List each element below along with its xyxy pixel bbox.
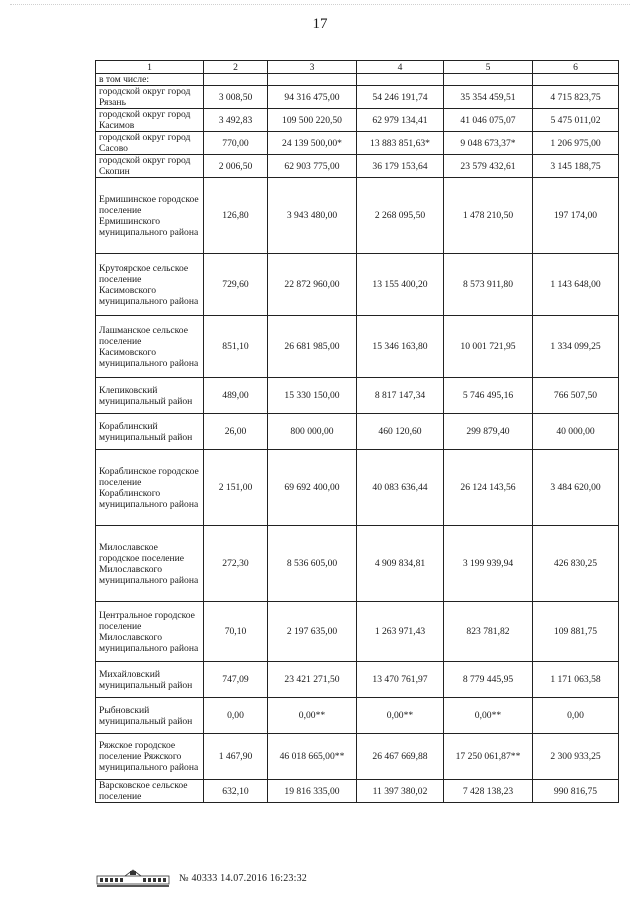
value-cell-col5: 17 250 061,87**	[444, 734, 533, 780]
value-cell-col5: 26 124 143,56	[444, 450, 533, 526]
registration-number-timestamp: № 40333 14.07.2016 16:23:32	[179, 872, 307, 884]
value-cell-col3: 46 018 665,00**	[268, 734, 357, 780]
page-number: 17	[312, 16, 328, 32]
value-cell-col2: 851,10	[204, 316, 268, 378]
value-cell-col5: 5 746 495,16	[444, 378, 533, 414]
value-cell-col4: 13 155 400,20	[357, 254, 444, 316]
table-row	[96, 698, 619, 734]
value-cell-col6: 3 145 188,75	[533, 155, 619, 178]
municipality-name-cell: городской округ город Скопин	[96, 155, 204, 178]
value-cell-col3: 3 943 480,00	[268, 178, 357, 254]
table-row	[96, 526, 619, 602]
value-cell-col3: 0,00**	[268, 698, 357, 734]
table-row	[96, 378, 619, 414]
table-row	[96, 450, 619, 526]
table-row	[96, 780, 619, 803]
scan-artifact-line	[10, 4, 630, 6]
value-cell-col4: 54 246 191,74	[357, 86, 444, 109]
value-cell-col2: 770,00	[204, 132, 268, 155]
empty-cell	[533, 74, 619, 86]
municipality-name-cell: Варсковское сельское поселение	[96, 780, 204, 803]
value-cell-col5: 35 354 459,51	[444, 86, 533, 109]
value-cell-col2: 26,00	[204, 414, 268, 450]
value-cell-col5: 823 781,82	[444, 602, 533, 662]
value-cell-col5: 8 573 911,80	[444, 254, 533, 316]
value-cell-col5: 0,00**	[444, 698, 533, 734]
municipality-name-cell: городской округ город Касимов	[96, 109, 204, 132]
value-cell-col4: 460 120,60	[357, 414, 444, 450]
value-cell-col3: 23 421 271,50	[268, 662, 357, 698]
value-cell-col5: 41 046 075,07	[444, 109, 533, 132]
value-cell-col2: 2 151,00	[204, 450, 268, 526]
municipality-name-cell: Кораблинский муниципальный район	[96, 414, 204, 450]
table-row	[96, 86, 619, 109]
table-row	[96, 602, 619, 662]
empty-cell	[268, 74, 357, 86]
value-cell-col3: 800 000,00	[268, 414, 357, 450]
value-cell-col5: 1 478 210,50	[444, 178, 533, 254]
value-cell-col2: 3 492,83	[204, 109, 268, 132]
value-cell-col6: 1 334 099,25	[533, 316, 619, 378]
col-header-6: 6	[533, 61, 619, 74]
value-cell-col4: 62 979 134,41	[357, 109, 444, 132]
table-row	[96, 734, 619, 780]
value-cell-col6: 4 715 823,75	[533, 86, 619, 109]
value-cell-col2: 632,10	[204, 780, 268, 803]
value-cell-col5: 3 199 939,94	[444, 526, 533, 602]
value-cell-col3: 8 536 605,00	[268, 526, 357, 602]
value-cell-col5: 299 879,40	[444, 414, 533, 450]
value-cell-col6: 3 484 620,00	[533, 450, 619, 526]
value-cell-col6: 197 174,00	[533, 178, 619, 254]
value-cell-col3: 15 330 150,00	[268, 378, 357, 414]
value-cell-col6: 40 000,00	[533, 414, 619, 450]
col-header-2: 2	[204, 61, 268, 74]
municipality-name-cell: Центральное городское поселение Милославского муниципального района	[96, 602, 204, 662]
document-footer	[95, 868, 307, 888]
value-cell-col2: 747,09	[204, 662, 268, 698]
registry-stamp-icon	[95, 868, 171, 888]
header-row	[96, 61, 619, 74]
value-cell-col4: 40 083 636,44	[357, 450, 444, 526]
value-cell-col2: 0,00	[204, 698, 268, 734]
municipality-name-cell: Рыбновский муниципальный район	[96, 698, 204, 734]
value-cell-col3: 2 197 635,00	[268, 602, 357, 662]
value-cell-col2: 2 006,50	[204, 155, 268, 178]
value-cell-col6: 1 206 975,00	[533, 132, 619, 155]
col-header-3: 3	[268, 61, 357, 74]
value-cell-col5: 7 428 138,23	[444, 780, 533, 803]
allocation-table	[95, 60, 619, 803]
municipality-name-cell: Кораблинское городское поселение Кораблинского муниципального района	[96, 450, 204, 526]
value-cell-col6: 990 816,75	[533, 780, 619, 803]
municipality-name-cell: городской округ город Сасово	[96, 132, 204, 155]
table-row	[96, 662, 619, 698]
empty-cell	[357, 74, 444, 86]
subheader-label: в том числе:	[96, 74, 204, 86]
value-cell-col2: 729,60	[204, 254, 268, 316]
value-cell-col4: 13 883 851,63*	[357, 132, 444, 155]
value-cell-col4: 11 397 380,02	[357, 780, 444, 803]
empty-cell	[204, 74, 268, 86]
value-cell-col6: 1 143 648,00	[533, 254, 619, 316]
municipality-name-cell: Крутоярское сельское поселение Касимовского муниципального района	[96, 254, 204, 316]
value-cell-col4: 8 817 147,34	[357, 378, 444, 414]
table-row	[96, 316, 619, 378]
value-cell-col4: 1 263 971,43	[357, 602, 444, 662]
table-row	[96, 254, 619, 316]
value-cell-col6: 5 475 011,02	[533, 109, 619, 132]
table-row	[96, 155, 619, 178]
col-header-1: 1	[96, 61, 204, 74]
table-body	[96, 61, 619, 803]
municipality-name-cell: Ермишинское городское поселение Ермишинского муниципального района	[96, 178, 204, 254]
value-cell-col4: 13 470 761,97	[357, 662, 444, 698]
value-cell-col4: 26 467 669,88	[357, 734, 444, 780]
municipality-name-cell: Ряжское городское поселение Ряжского муниципального района	[96, 734, 204, 780]
value-cell-col6: 0,00	[533, 698, 619, 734]
value-cell-col2: 1 467,90	[204, 734, 268, 780]
municipality-name-cell: Клепиковский муниципальный район	[96, 378, 204, 414]
value-cell-col6: 766 507,50	[533, 378, 619, 414]
value-cell-col2: 126,80	[204, 178, 268, 254]
table-row	[96, 109, 619, 132]
value-cell-col4: 2 268 095,50	[357, 178, 444, 254]
empty-cell	[444, 74, 533, 86]
municipality-name-cell: Милославское городское поселение Милославского муниципального района	[96, 526, 204, 602]
value-cell-col3: 22 872 960,00	[268, 254, 357, 316]
value-cell-col2: 70,10	[204, 602, 268, 662]
table-row	[96, 414, 619, 450]
value-cell-col2: 3 008,50	[204, 86, 268, 109]
value-cell-col4: 15 346 163,80	[357, 316, 444, 378]
value-cell-col2: 489,00	[204, 378, 268, 414]
value-cell-col6: 2 300 933,25	[533, 734, 619, 780]
municipality-name-cell: Лашманское сельское поселение Касимовского муниципального района	[96, 316, 204, 378]
municipality-name-cell: городской округ город Рязань	[96, 86, 204, 109]
col-header-4: 4	[357, 61, 444, 74]
value-cell-col3: 69 692 400,00	[268, 450, 357, 526]
municipality-name-cell: Михайловский муниципальный район	[96, 662, 204, 698]
value-cell-col5: 23 579 432,61	[444, 155, 533, 178]
value-cell-col4: 4 909 834,81	[357, 526, 444, 602]
value-cell-col6: 426 830,25	[533, 526, 619, 602]
subheader-row	[96, 74, 619, 86]
value-cell-col2: 272,30	[204, 526, 268, 602]
value-cell-col6: 1 171 063,58	[533, 662, 619, 698]
col-header-5: 5	[444, 61, 533, 74]
value-cell-col3: 19 816 335,00	[268, 780, 357, 803]
value-cell-col3: 26 681 985,00	[268, 316, 357, 378]
value-cell-col5: 10 001 721,95	[444, 316, 533, 378]
value-cell-col5: 8 779 445,95	[444, 662, 533, 698]
value-cell-col5: 9 048 673,37*	[444, 132, 533, 155]
value-cell-col4: 36 179 153,64	[357, 155, 444, 178]
value-cell-col3: 94 316 475,00	[268, 86, 357, 109]
table-row	[96, 178, 619, 254]
table-row	[96, 132, 619, 155]
value-cell-col3: 24 139 500,00*	[268, 132, 357, 155]
value-cell-col6: 109 881,75	[533, 602, 619, 662]
value-cell-col3: 109 500 220,50	[268, 109, 357, 132]
value-cell-col4: 0,00**	[357, 698, 444, 734]
value-cell-col3: 62 903 775,00	[268, 155, 357, 178]
